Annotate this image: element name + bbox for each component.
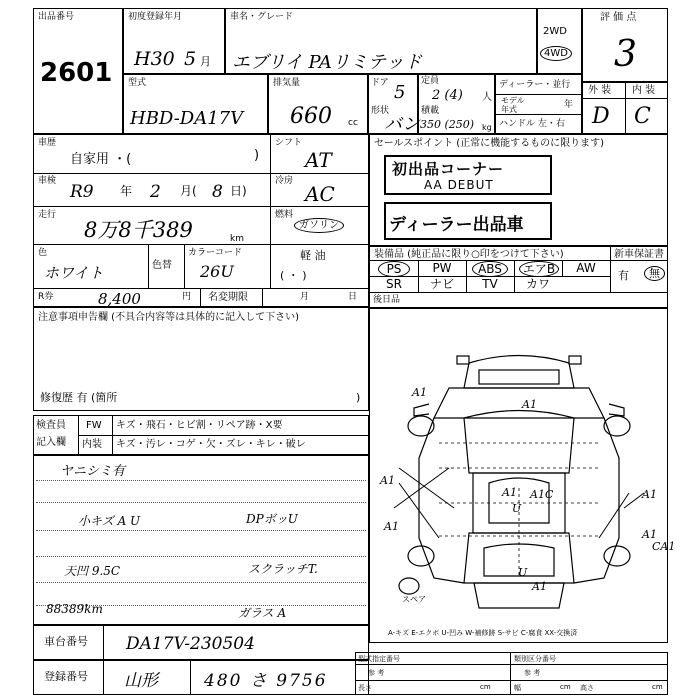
- damage-legend: A-キズ E-エクボ U-凹み W-補修跡 S-サビ C-腐食 XX-交換済: [388, 629, 578, 637]
- shift-label: シフト: [275, 138, 303, 148]
- equip-airbag: エアB: [519, 261, 559, 277]
- nc-day-unit: 日: [348, 292, 358, 302]
- equip-abs: ABS: [472, 261, 508, 277]
- equip-sr: SR: [386, 277, 402, 291]
- nc-month-unit: 月: [300, 292, 310, 302]
- int-items: キズ・汚レ・コゲ・欠・ズレ・キレ・破レ: [116, 439, 306, 450]
- insp-era: R9: [70, 182, 94, 202]
- height-unit: cm: [652, 683, 663, 691]
- dealer-car: ディーラー出品車: [389, 215, 524, 235]
- lot-number: 2601: [40, 58, 113, 88]
- color-code: 26U: [200, 262, 234, 281]
- int-label: 内装: [82, 439, 102, 450]
- seat-unit: 人: [482, 92, 492, 103]
- dmg-mark-10: A1: [532, 580, 547, 593]
- entry-label: 記入欄: [36, 437, 66, 448]
- insp-label: 検査員: [36, 420, 66, 431]
- model-year-unit: 年: [564, 100, 574, 110]
- door-label: ドア: [371, 78, 389, 88]
- int-grade: C: [634, 104, 651, 129]
- shape-value: バン: [384, 114, 420, 135]
- equip-leather: カワ: [525, 277, 550, 291]
- color-swap-label: 色替: [152, 260, 172, 271]
- model-value: HBD-DA17V: [130, 108, 244, 129]
- color-code-label: カラーコード: [188, 248, 243, 258]
- warranty-yes: 有: [618, 269, 629, 282]
- shift-value: AT: [305, 148, 332, 172]
- dmg-mark-11: U: [518, 566, 528, 579]
- chassis-label: 車台番号: [44, 635, 88, 648]
- dmg-mark-8: U: [512, 502, 522, 515]
- inspection-label: 車検: [38, 176, 57, 186]
- seat-value: 2 (4): [432, 88, 463, 103]
- history-close: ): [254, 148, 260, 163]
- history-label: 車歴: [38, 138, 57, 148]
- width-unit: cm: [560, 683, 571, 691]
- handle-label: ハンドル 左・右: [499, 119, 565, 129]
- dmg-mark-4: A1: [642, 488, 657, 501]
- spare-label: スペア: [402, 595, 426, 604]
- fuel-gas: ガソリン: [294, 218, 344, 233]
- length-label: 長さ: [358, 684, 372, 692]
- warranty-label: 新車保証書: [614, 249, 664, 260]
- history-value: 自家用 ・(: [70, 152, 132, 167]
- load-value: 350 (250): [420, 118, 475, 131]
- mileage-unit: km: [230, 234, 244, 244]
- note-1: ヤニシミ有: [60, 464, 126, 479]
- equip-tv: TV: [482, 277, 498, 291]
- int-label: 内 装: [632, 85, 656, 96]
- seat-label: 定員: [421, 76, 440, 86]
- disp-label: 排気量: [273, 78, 301, 88]
- car-name: エブリイ PAリミテッド: [232, 52, 422, 73]
- equip-ps: PS: [378, 261, 410, 277]
- equip-navi: ナビ: [429, 277, 454, 291]
- reg-year: H30: [134, 48, 175, 70]
- car-diagram: [369, 308, 668, 643]
- note-7: ガラス A: [238, 606, 287, 620]
- color-label: 色: [38, 248, 48, 258]
- ref-label-2: 参 考: [524, 669, 541, 677]
- note-5: スクラッチT.: [248, 562, 318, 576]
- later-label: 後日品: [373, 295, 401, 305]
- recycle-value: 8,400: [98, 290, 141, 308]
- name-change-label: 名変期限: [208, 292, 248, 303]
- equipment-label: 装備品 (純正品に限り○印をつけて下さい): [374, 249, 564, 260]
- ext-label: 外 装: [588, 85, 612, 96]
- dmg-mark-6: A1: [642, 528, 657, 541]
- disp-value: 660: [290, 104, 332, 129]
- equip-aw: AW: [576, 261, 596, 275]
- dmg-mark-1: A1: [412, 386, 427, 399]
- model-label: 型式: [128, 78, 147, 88]
- caution-label: 注意事項申告欄 (不具合内容等は具体的に記入して下さい): [38, 312, 299, 323]
- repair-label: 修復歴 有 (箇所: [40, 391, 118, 404]
- fuel-label: 燃料: [275, 210, 294, 220]
- dealer-label: ディーラー・並行: [499, 80, 571, 90]
- mileage-value: 8万8千389: [84, 218, 193, 242]
- drive-4wd: 4WD: [540, 46, 572, 61]
- insp-day-unit: 日): [230, 184, 247, 198]
- mileage-label: 走行: [38, 210, 57, 220]
- insp-month-unit: 月(: [180, 184, 197, 198]
- eval-label: 評 価 点: [600, 12, 637, 23]
- fuel-paren: ( ・ ): [280, 269, 307, 282]
- drive-2wd: 2WD: [543, 26, 567, 37]
- reg-label: 初度登録年月: [128, 12, 183, 22]
- spec-numbers-block: [355, 652, 668, 695]
- first-corner: 初出品コーナー: [392, 160, 505, 178]
- dmg-mark-3: A1: [380, 474, 395, 487]
- dmg-mark-7: A1: [502, 486, 517, 499]
- note-4: 天凹 9.5C: [64, 564, 121, 578]
- insp-day: 8: [212, 182, 223, 202]
- reg-city: 山形: [124, 671, 158, 691]
- registration-label: 登録番号: [44, 670, 88, 683]
- note-3: DPボッU: [246, 512, 298, 526]
- fw-label: FW: [86, 420, 102, 431]
- fuel-light: 軽 油: [300, 249, 326, 262]
- repair-close: ): [356, 391, 361, 404]
- ac-value: AC: [305, 182, 335, 206]
- ref-label-1: 参 考: [368, 669, 385, 677]
- model-spec-label: 型式指定番号: [358, 655, 400, 663]
- note-6: 88389km: [46, 602, 103, 616]
- recycle-label: R券: [38, 292, 54, 302]
- ac-label: 冷房: [275, 176, 294, 186]
- dmg-mark-2: A1: [522, 398, 537, 411]
- chassis-value: DA17V-230504: [126, 634, 255, 654]
- aa-debut: AA DEBUT: [424, 178, 494, 192]
- reg-month: 5: [184, 48, 197, 70]
- name-label: 車名・グレード: [230, 12, 294, 22]
- dmg-mark-5: A1: [384, 520, 399, 533]
- drive-box: [537, 8, 582, 74]
- sales-point-label: セールスポイント (正常に機能するものに限ります): [374, 138, 605, 149]
- fw-items: キズ・飛石・ヒビ割・リペア跡・X要: [116, 420, 283, 431]
- dmg-mark-12: CA1: [652, 540, 676, 553]
- length-unit: cm: [480, 683, 491, 691]
- warranty-no: 無: [644, 266, 665, 281]
- note-2: 小キズ A U: [78, 514, 141, 528]
- equip-pw: PW: [432, 261, 452, 275]
- shape-label: 形状: [371, 106, 390, 116]
- height-label: 高さ: [580, 684, 594, 692]
- color-value: ホワイト: [44, 264, 104, 282]
- lot-label: 出品番号: [38, 12, 75, 22]
- model-year-label: モデル 年式: [501, 96, 525, 114]
- ext-grade: D: [592, 104, 610, 129]
- load-unit: kg: [482, 123, 492, 132]
- insp-month: 2: [150, 182, 161, 202]
- disp-unit: cc: [348, 118, 358, 128]
- category-label: 類別区分番号: [514, 655, 556, 663]
- recycle-unit: 円: [182, 292, 192, 302]
- load-label: 積載: [421, 106, 440, 116]
- eval-score: 3: [614, 34, 637, 75]
- insp-year-unit: 年: [120, 184, 133, 198]
- dmg-mark-9: A1C: [530, 488, 554, 501]
- door-value: 5: [394, 82, 406, 103]
- reg-month-unit: 月: [200, 55, 211, 68]
- reg-number: 480 さ 9756: [204, 671, 328, 691]
- width-label: 幅: [514, 684, 521, 692]
